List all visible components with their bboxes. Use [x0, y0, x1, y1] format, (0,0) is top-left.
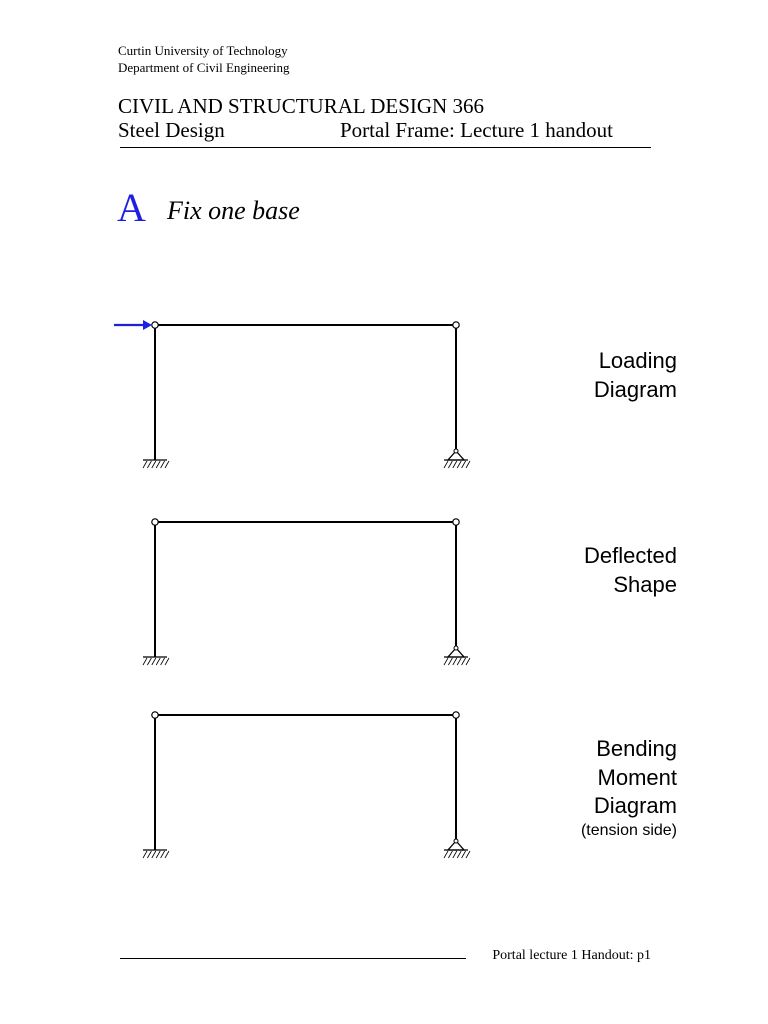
institution-name: Curtin University of Technology	[118, 43, 288, 58]
deflected-shape-caption	[584, 542, 677, 599]
course-title: CIVIL AND STRUCTURAL DESIGN 366	[118, 94, 484, 118]
left-knee-node	[152, 712, 158, 718]
department-name: Department of Civil Engineering	[118, 60, 290, 75]
caption-line: Moment	[597, 764, 677, 790]
fixed-base-support-icon	[143, 460, 169, 468]
left-knee-node	[152, 322, 158, 328]
pinned-base-support-icon	[444, 449, 470, 468]
fixed-base-support-icon	[143, 657, 169, 665]
bending-moment-frame-diagram	[110, 700, 480, 860]
footer-rule	[120, 958, 466, 959]
caption-line: Shape	[613, 571, 677, 597]
caption-line: Deflected	[584, 543, 677, 568]
horizontal-load-arrow-icon	[114, 320, 152, 330]
loading-diagram-caption	[594, 347, 677, 404]
section-title: Fix one base	[167, 196, 300, 225]
caption-line: Diagram	[593, 376, 677, 402]
tension-side-note: (tension side)	[580, 821, 677, 839]
fixed-base-support-icon	[143, 850, 169, 858]
right-knee-node	[453, 322, 459, 328]
caption-line: Diagram	[593, 793, 677, 818]
footer-page-label: Portal lecture 1 Handout: p1	[492, 948, 651, 963]
pinned-base-support-icon	[444, 646, 470, 665]
loading-frame-diagram	[110, 310, 480, 470]
section-letter: A	[117, 185, 146, 230]
bending-moment-caption	[581, 735, 677, 841]
right-knee-node	[453, 712, 459, 718]
handout-title: Portal Frame: Lecture 1 handout	[340, 118, 613, 142]
deflected-shape-frame-diagram	[110, 507, 480, 667]
pinned-base-support-icon	[444, 839, 470, 858]
subject-title: Steel Design	[118, 118, 225, 142]
caption-line: Loading	[598, 348, 677, 373]
left-knee-node	[152, 519, 158, 525]
right-knee-node	[453, 519, 459, 525]
header-rule	[120, 147, 651, 148]
caption-line: Bending	[596, 736, 677, 761]
